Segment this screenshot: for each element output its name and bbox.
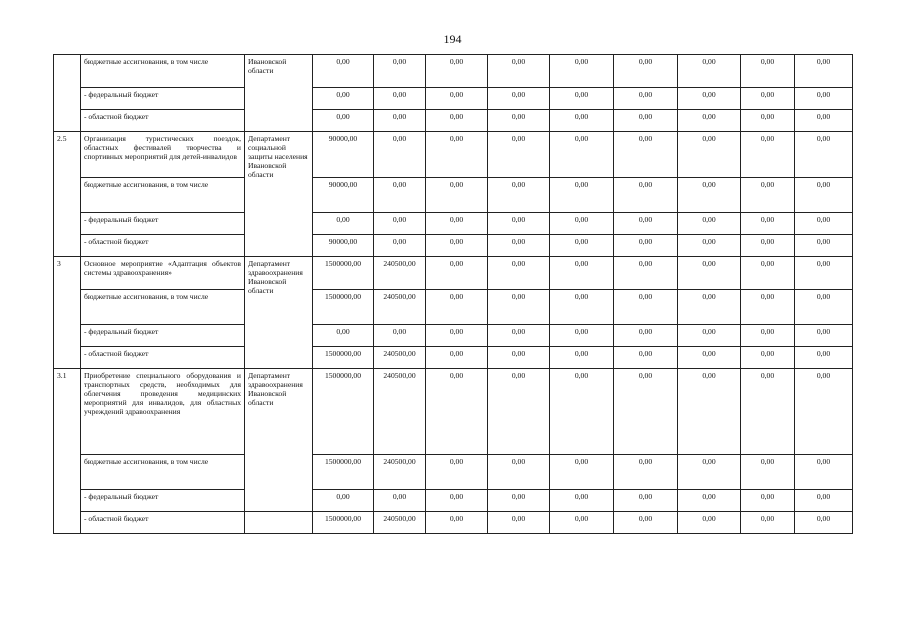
value-cell: 0,00 [614,512,678,534]
value-cell: 0,00 [795,88,853,110]
table-row [54,178,853,213]
value-cell: 0,00 [374,55,426,88]
value-cell: 0,00 [313,55,374,88]
value-cell: 1500000,00 [313,347,374,369]
value-cell: 0,00 [426,290,488,325]
row-description: - областной бюджет [81,347,245,369]
value-cell: 0,00 [678,55,741,88]
table-row [54,347,853,369]
value-cell: 0,00 [550,490,614,512]
value-cell: 0,00 [550,88,614,110]
value-cell: 0,00 [488,213,550,235]
value-cell: 0,00 [795,325,853,347]
table-row [54,132,853,178]
value-cell: 0,00 [614,490,678,512]
row-index: 3.1 [54,369,81,534]
value-cell: 0,00 [614,110,678,132]
table-row [54,290,853,325]
value-cell: 0,00 [313,110,374,132]
value-cell: 0,00 [313,325,374,347]
value-cell: 0,00 [678,88,741,110]
value-cell: 0,00 [488,325,550,347]
table-row [54,369,853,455]
value-cell: 0,00 [426,257,488,290]
value-cell: 0,00 [426,88,488,110]
value-cell: 0,00 [426,369,488,455]
value-cell: 0,00 [614,88,678,110]
table-row [54,235,853,257]
value-cell: 0,00 [374,178,426,213]
row-index [54,55,81,132]
value-cell: 90000,00 [313,178,374,213]
value-cell: 0,00 [795,369,853,455]
value-cell: 0,00 [741,369,795,455]
value-cell: 0,00 [614,369,678,455]
value-cell: 0,00 [795,55,853,88]
table-row [54,490,853,512]
value-cell: 0,00 [426,347,488,369]
value-cell: 0,00 [426,132,488,178]
row-executor: Ивановской области [245,55,313,132]
value-cell: 0,00 [741,347,795,369]
value-cell: 0,00 [678,369,741,455]
value-cell: 0,00 [313,213,374,235]
value-cell: 0,00 [550,290,614,325]
value-cell: 0,00 [488,132,550,178]
value-cell: 0,00 [550,512,614,534]
value-cell: 0,00 [614,325,678,347]
value-cell: 0,00 [550,132,614,178]
table-row [54,257,853,290]
row-description: - федеральный бюджет [81,490,245,512]
value-cell: 0,00 [550,325,614,347]
row-description: - федеральный бюджет [81,325,245,347]
value-cell: 0,00 [614,132,678,178]
value-cell: 0,00 [741,290,795,325]
value-cell: 1500000,00 [313,455,374,490]
value-cell: 0,00 [550,235,614,257]
value-cell: 0,00 [795,347,853,369]
value-cell: 0,00 [374,490,426,512]
value-cell: 0,00 [426,213,488,235]
value-cell: 0,00 [313,490,374,512]
value-cell: 0,00 [678,290,741,325]
value-cell: 0,00 [426,325,488,347]
value-cell: 0,00 [678,110,741,132]
value-cell: 0,00 [488,512,550,534]
row-index: 3 [54,257,81,369]
value-cell: 0,00 [488,257,550,290]
value-cell: 0,00 [374,88,426,110]
row-description: бюджетные ассигнования, в том числе [81,178,245,213]
row-description: Организация туристических поездок, областных фестивалей творчества и спортивных мероприятий для детей-инвалидов [81,132,245,178]
table-row [54,110,853,132]
value-cell: 0,00 [678,235,741,257]
value-cell: 0,00 [741,490,795,512]
value-cell: 0,00 [741,55,795,88]
row-description: бюджетные ассигнования, в том числе [81,455,245,490]
value-cell: 0,00 [741,88,795,110]
table-row [54,213,853,235]
value-cell: 0,00 [488,235,550,257]
value-cell: 1500000,00 [313,369,374,455]
value-cell: 0,00 [550,110,614,132]
value-cell: 0,00 [741,235,795,257]
value-cell: 0,00 [374,110,426,132]
value-cell: 1500000,00 [313,257,374,290]
value-cell: 0,00 [678,257,741,290]
value-cell: 0,00 [741,178,795,213]
value-cell: 0,00 [795,257,853,290]
page-number: 194 [443,32,462,46]
value-cell: 0,00 [678,213,741,235]
row-description: бюджетные ассигнования, в том числе [81,290,245,325]
value-cell: 0,00 [678,178,741,213]
value-cell: 0,00 [795,290,853,325]
value-cell: 0,00 [614,178,678,213]
value-cell: 0,00 [426,110,488,132]
row-description: - областной бюджет [81,235,245,257]
value-cell: 0,00 [678,490,741,512]
value-cell: 0,00 [795,512,853,534]
value-cell: 0,00 [614,257,678,290]
value-cell: 0,00 [614,213,678,235]
value-cell: 240500,00 [374,257,426,290]
value-cell: 0,00 [678,347,741,369]
value-cell: 0,00 [614,290,678,325]
table-row [54,88,853,110]
value-cell: 0,00 [550,347,614,369]
value-cell: 0,00 [614,455,678,490]
row-description: бюджетные ассигнования, в том числе [81,55,245,88]
value-cell: 0,00 [678,512,741,534]
value-cell: 0,00 [426,178,488,213]
value-cell: 0,00 [795,455,853,490]
value-cell: 90000,00 [313,235,374,257]
budget-table [53,54,853,534]
row-executor [245,512,313,534]
value-cell: 0,00 [795,235,853,257]
value-cell: 0,00 [550,257,614,290]
value-cell: 0,00 [550,369,614,455]
value-cell: 0,00 [550,213,614,235]
row-description: Приобретение специального оборудования и транспортных средств, необходимых для облегчения проведения медицинских мероприятий для инвалидов, для областных учреждений здравоохранения [81,369,245,455]
value-cell: 0,00 [795,110,853,132]
value-cell: 0,00 [313,88,374,110]
row-executor: Департамент здравоохранения Ивановской области [245,257,313,369]
value-cell: 240500,00 [374,369,426,455]
value-cell: 0,00 [614,347,678,369]
table-row [54,325,853,347]
value-cell: 0,00 [488,88,550,110]
value-cell: 0,00 [741,132,795,178]
value-cell: 0,00 [741,455,795,490]
value-cell: 0,00 [374,235,426,257]
value-cell: 0,00 [426,235,488,257]
value-cell: 0,00 [488,110,550,132]
value-cell: 0,00 [374,132,426,178]
value-cell: 0,00 [488,55,550,88]
value-cell: 0,00 [426,512,488,534]
value-cell: 0,00 [488,290,550,325]
value-cell: 0,00 [741,512,795,534]
value-cell: 0,00 [426,55,488,88]
value-cell: 240500,00 [374,290,426,325]
value-cell: 0,00 [488,369,550,455]
value-cell: 0,00 [678,132,741,178]
value-cell: 0,00 [795,178,853,213]
row-description: - федеральный бюджет [81,213,245,235]
value-cell: 0,00 [426,455,488,490]
value-cell: 0,00 [741,110,795,132]
value-cell: 0,00 [374,325,426,347]
value-cell: 0,00 [741,325,795,347]
value-cell: 0,00 [795,213,853,235]
value-cell: 0,00 [741,257,795,290]
value-cell: 0,00 [488,347,550,369]
value-cell: 0,00 [795,490,853,512]
table-row [54,55,853,88]
value-cell: 0,00 [374,213,426,235]
value-cell: 0,00 [614,55,678,88]
value-cell: 0,00 [550,178,614,213]
value-cell: 240500,00 [374,347,426,369]
row-index: 2.5 [54,132,81,257]
value-cell: 0,00 [614,235,678,257]
value-cell: 0,00 [488,490,550,512]
row-executor: Департамент здравоохранения Ивановской области [245,369,313,512]
value-cell: 0,00 [488,455,550,490]
value-cell: 0,00 [550,455,614,490]
row-description: - областной бюджет [81,110,245,132]
value-cell: 1500000,00 [313,512,374,534]
value-cell: 0,00 [488,178,550,213]
value-cell: 0,00 [678,455,741,490]
value-cell: 0,00 [795,132,853,178]
value-cell: 240500,00 [374,455,426,490]
row-description: - федеральный бюджет [81,88,245,110]
row-executor: Департамент социальной защиты населения Ивановской области [245,132,313,257]
value-cell: 0,00 [426,490,488,512]
value-cell: 0,00 [741,213,795,235]
value-cell: 90000,00 [313,132,374,178]
table-row [54,455,853,490]
row-description: - областной бюджет [81,512,245,534]
value-cell: 0,00 [550,55,614,88]
row-description: Основное мероприятие «Адаптация объектов системы здравоохранения» [81,257,245,290]
value-cell: 240500,00 [374,512,426,534]
table-row [54,512,853,534]
value-cell: 0,00 [678,325,741,347]
value-cell: 1500000,00 [313,290,374,325]
